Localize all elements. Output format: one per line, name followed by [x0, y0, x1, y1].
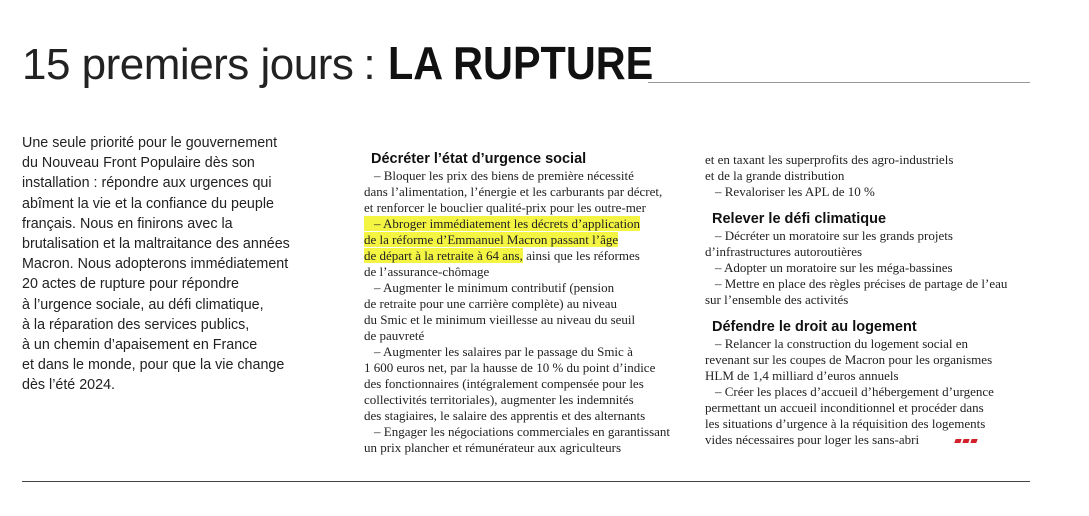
intro-line: dès l’été 2024. — [22, 377, 115, 394]
body-line — [364, 216, 694, 232]
section-heading-climate: Relever le défi climatique — [712, 211, 887, 227]
intro-line: à la réparation des services publics, — [22, 316, 250, 333]
body-line: 1 600 euros net, par la hausse de 10 % du point d’indice — [364, 360, 656, 375]
body-line: – Bloquer les prix des biens de première nécessité — [374, 168, 634, 183]
body-line — [364, 232, 694, 248]
body-line — [364, 248, 694, 264]
bottom-rule — [22, 481, 1030, 482]
title-rule — [648, 82, 1030, 83]
column-climate-housing — [705, 152, 1035, 448]
highlighted-text: – Abroger immédiatement les décrets d’application — [364, 216, 640, 231]
body-line: – Engager les négociations commerciales en garantissant — [374, 424, 671, 439]
body-line: – Augmenter le minimum contributif (pension — [374, 280, 615, 295]
intro-line: à un chemin d’apaisement en France — [22, 337, 258, 354]
body-line: de retraite pour une carrière complète) au niveau — [364, 296, 617, 311]
intro-line: français. Nous en finirons avec la — [22, 215, 233, 232]
body-line: – Relancer la construction du logement social en — [715, 336, 969, 351]
intro-line: 20 actes de rupture pour répondre — [22, 276, 239, 293]
body-line: de l’assurance-chômage — [364, 264, 490, 279]
intro-line: Une seule priorité pour le gouvernement — [22, 135, 278, 151]
body-line: – Mettre en place des règles précises de partage de l’eau — [715, 276, 1008, 291]
body-line: – Adopter un moratoire sur les méga-bassines — [715, 260, 953, 275]
body-line: de pauvreté — [364, 328, 425, 343]
body-line — [705, 432, 1035, 448]
intro-line: Macron. Nous adopterons immédiatement — [22, 256, 289, 273]
body-line: sur l’ensemble des activités — [705, 292, 849, 307]
highlighted-text: de la réforme d’Emmanuel Macron passant l’âge — [364, 232, 619, 247]
body-line: – Revaloriser les APL de 10 % — [715, 184, 875, 199]
spacer — [705, 308, 1035, 318]
body-text: vides nécessaires pour loger les sans-abri — [705, 432, 920, 447]
body-line: HLM de 1,4 milliard d’euros annuels — [705, 368, 899, 383]
title-light: 15 premiers jours — [22, 40, 354, 89]
body-line: les situations d’urgence à la réquisition des logements — [705, 416, 986, 431]
intro-paragraph — [22, 133, 312, 396]
body-line: – Créer les places d’accueil d’hébergement d’urgence — [715, 384, 994, 399]
body-line: et renforcer le bouclier qualité-prix pour les outre-mer — [364, 200, 646, 215]
body-line: d’infrastructures autoroutières — [705, 244, 863, 259]
body-line: du Smic et le minimum vieillesse au niveau du seuil — [364, 312, 636, 327]
body-line: permettant un accueil inconditionnel et procéder dans — [705, 400, 984, 415]
body-line: collectivités territoriales), augmenter les indemnités — [364, 392, 634, 407]
highlighted-text: de départ à la retraite à 64 ans, — [364, 248, 523, 263]
body-line: et en taxant les superprofits des agro-industriels — [705, 152, 954, 167]
body-line: revenant sur les coupes de Macron pour les organismes — [705, 352, 993, 367]
intro-line: à l’urgence sociale, au défi climatique, — [22, 296, 264, 313]
body-line: – Décréter un moratoire sur les grands projets — [715, 228, 953, 243]
body-line: – Augmenter les salaires par le passage du Smic à — [374, 344, 633, 359]
intro-line: abîment la vie et la confiance du peuple — [22, 195, 274, 212]
body-line: des fonctionnaires (intégralement compensée pour les — [364, 376, 644, 391]
body-line: dans l’alimentation, l’énergie et les carburants par décret, — [364, 184, 663, 199]
intro-line: et dans le monde, pour que la vie change — [22, 357, 285, 374]
intro-line: du Nouveau Front Populaire dès son — [22, 155, 255, 172]
intro-line: brutalisation et la maltraitance des années — [22, 236, 290, 253]
section-heading-social: Décréter l’état d’urgence social — [371, 151, 587, 167]
intro-line: installation : répondre aux urgences qui — [22, 175, 272, 192]
spacer — [705, 200, 1035, 210]
body-line: et de la grande distribution — [705, 168, 845, 183]
body-line: des stagiaires, le salaire des apprentis et des alternants — [364, 408, 646, 423]
body-line: un prix plancher et rémunérateur aux agriculteurs — [364, 440, 621, 455]
column-social-emergency — [364, 150, 694, 456]
title-bold: LA RUPTURE — [387, 37, 653, 89]
page-title — [22, 36, 682, 90]
section-heading-housing: Défendre le droit au logement — [712, 319, 917, 335]
end-of-article-icon — [955, 439, 977, 443]
body-text: ainsi que les réformes — [522, 248, 640, 263]
title-separator: : — [363, 40, 376, 89]
